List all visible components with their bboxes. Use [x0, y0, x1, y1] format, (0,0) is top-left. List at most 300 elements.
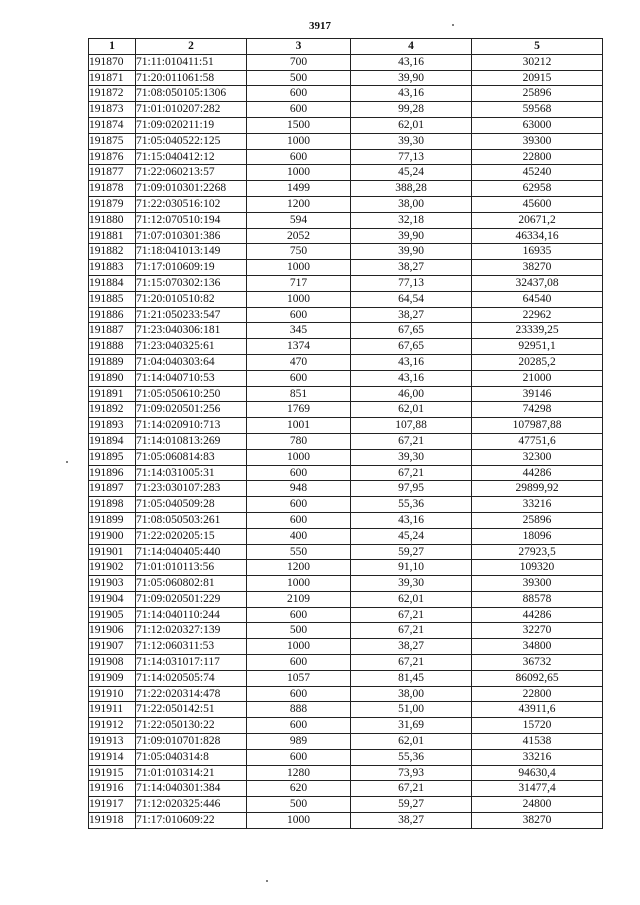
table-cell-col1: 191871 [89, 70, 136, 86]
column-header: 3 [247, 39, 351, 55]
table-cell-col3: 1769 [247, 402, 351, 418]
table-row [89, 749, 603, 765]
table-cell-col5: 20285,2 [472, 354, 603, 370]
table-cell-col2: 71:05:050610:250 [136, 386, 247, 402]
table-cell-col1: 191884 [89, 275, 136, 291]
table-row [89, 386, 603, 402]
table-cell-col2: 71:15:070302:136 [136, 275, 247, 291]
table-cell-col1: 191890 [89, 370, 136, 386]
table-cell-col2: 71:09:020501:256 [136, 402, 247, 418]
table-row [89, 465, 603, 481]
table-cell-col1: 191899 [89, 512, 136, 528]
table-row [89, 291, 603, 307]
column-header: 2 [136, 39, 247, 55]
table-cell-col3: 400 [247, 528, 351, 544]
table-cell-col5: 36732 [472, 655, 603, 671]
table-cell-col3: 1200 [247, 560, 351, 576]
table-cell-col3: 594 [247, 212, 351, 228]
table-cell-col3: 851 [247, 386, 351, 402]
table-row [89, 133, 603, 149]
table-cell-col5: 38270 [472, 813, 603, 829]
page-number: 3917 [309, 20, 331, 32]
table-cell-col4: 59,27 [351, 544, 472, 560]
table-cell-col5: 32270 [472, 623, 603, 639]
table-cell-col5: 32300 [472, 449, 603, 465]
table-row [89, 781, 603, 797]
scan-speck [452, 24, 454, 26]
table-cell-col4: 67,65 [351, 339, 472, 355]
table-cell-col4: 67,21 [351, 623, 472, 639]
table-cell-col5: 59568 [472, 102, 603, 118]
table-cell-col1: 191916 [89, 781, 136, 797]
table-cell-col2: 71:21:050233:547 [136, 307, 247, 323]
table-cell-col2: 71:17:010609:22 [136, 813, 247, 829]
table-cell-col4: 38,27 [351, 260, 472, 276]
table-cell-col3: 1057 [247, 670, 351, 686]
table-cell-col3: 345 [247, 323, 351, 339]
table-cell-col4: 38,27 [351, 639, 472, 655]
table-row [89, 718, 603, 734]
table-cell-col5: 25896 [472, 512, 603, 528]
table-cell-col3: 1001 [247, 418, 351, 434]
table-cell-col2: 71:14:040405:440 [136, 544, 247, 560]
table-cell-col2: 71:08:050503:261 [136, 512, 247, 528]
table-cell-col2: 71:12:070510:194 [136, 212, 247, 228]
table-cell-col1: 191889 [89, 354, 136, 370]
table-cell-col4: 32,18 [351, 212, 472, 228]
table-cell-col2: 71:23:040325:61 [136, 339, 247, 355]
table-cell-col3: 600 [247, 86, 351, 102]
table-row [89, 54, 603, 70]
table-cell-col1: 191886 [89, 307, 136, 323]
table-cell-col3: 1000 [247, 165, 351, 181]
table-cell-col2: 71:22:050130:22 [136, 718, 247, 734]
table-cell-col1: 191915 [89, 765, 136, 781]
scan-speck [66, 461, 68, 463]
table-cell-col5: 15720 [472, 718, 603, 734]
table-cell-col5: 74298 [472, 402, 603, 418]
table-cell-col5: 22800 [472, 149, 603, 165]
table-cell-col2: 71:05:040314:8 [136, 749, 247, 765]
table-cell-col5: 27923,5 [472, 544, 603, 560]
table-cell-col1: 191909 [89, 670, 136, 686]
table-cell-col1: 191917 [89, 797, 136, 813]
table-cell-col4: 67,21 [351, 433, 472, 449]
table-row [89, 813, 603, 829]
table-cell-col4: 43,16 [351, 86, 472, 102]
table-cell-col4: 62,01 [351, 591, 472, 607]
table-cell-col1: 191870 [89, 54, 136, 70]
table-cell-col4: 31,69 [351, 718, 472, 734]
table-cell-col3: 600 [247, 512, 351, 528]
table-cell-col4: 55,36 [351, 749, 472, 765]
table-cell-col2: 71:17:010609:19 [136, 260, 247, 276]
table-cell-col1: 191882 [89, 244, 136, 260]
table-cell-col3: 1374 [247, 339, 351, 355]
table-cell-col4: 62,01 [351, 117, 472, 133]
table-cell-col1: 191904 [89, 591, 136, 607]
table-cell-col4: 39,30 [351, 133, 472, 149]
table-cell-col2: 71:14:020910:713 [136, 418, 247, 434]
table-cell-col1: 191913 [89, 734, 136, 750]
table-cell-col1: 191901 [89, 544, 136, 560]
table-cell-col5: 29899,92 [472, 481, 603, 497]
table-cell-col1: 191906 [89, 623, 136, 639]
table-cell-col3: 600 [247, 607, 351, 623]
table-cell-col2: 71:18:041013:149 [136, 244, 247, 260]
table-cell-col1: 191877 [89, 165, 136, 181]
table-row [89, 165, 603, 181]
table-cell-col4: 39,90 [351, 228, 472, 244]
table-cell-col2: 71:05:060814:83 [136, 449, 247, 465]
table-cell-col3: 1280 [247, 765, 351, 781]
table-row [89, 686, 603, 702]
table-cell-col4: 97,95 [351, 481, 472, 497]
table-cell-col5: 20671,2 [472, 212, 603, 228]
table-cell-col1: 191887 [89, 323, 136, 339]
table-row [89, 402, 603, 418]
table-cell-col3: 1499 [247, 181, 351, 197]
table-cell-col3: 989 [247, 734, 351, 750]
table-cell-col3: 1000 [247, 291, 351, 307]
table-cell-col5: 39146 [472, 386, 603, 402]
table-cell-col4: 64,54 [351, 291, 472, 307]
table-cell-col4: 38,27 [351, 307, 472, 323]
table-cell-col1: 191907 [89, 639, 136, 655]
table-cell-col5: 39300 [472, 133, 603, 149]
table-cell-col1: 191875 [89, 133, 136, 149]
table-row [89, 260, 603, 276]
table-cell-col4: 77,13 [351, 149, 472, 165]
table-cell-col3: 888 [247, 702, 351, 718]
table-cell-col1: 191876 [89, 149, 136, 165]
table-cell-col3: 600 [247, 686, 351, 702]
table-cell-col4: 39,30 [351, 449, 472, 465]
table-cell-col3: 2109 [247, 591, 351, 607]
table-cell-col1: 191914 [89, 749, 136, 765]
table-cell-col3: 600 [247, 497, 351, 513]
table-cell-col5: 38270 [472, 260, 603, 276]
table-row [89, 307, 603, 323]
table-cell-col1: 191897 [89, 481, 136, 497]
table-cell-col1: 191892 [89, 402, 136, 418]
header-row [89, 39, 603, 55]
table-row [89, 339, 603, 355]
table-cell-col2: 71:01:010207:282 [136, 102, 247, 118]
table-cell-col4: 45,24 [351, 528, 472, 544]
table-cell-col1: 191896 [89, 465, 136, 481]
table-cell-col3: 500 [247, 797, 351, 813]
table-row [89, 560, 603, 576]
table-cell-col4: 62,01 [351, 734, 472, 750]
table-cell-col4: 81,45 [351, 670, 472, 686]
table-cell-col1: 191873 [89, 102, 136, 118]
table-cell-col3: 600 [247, 465, 351, 481]
table-cell-col2: 71:20:011061:58 [136, 70, 247, 86]
table-cell-col2: 71:12:020327:139 [136, 623, 247, 639]
table-row [89, 102, 603, 118]
table-cell-col3: 717 [247, 275, 351, 291]
table-cell-col1: 191883 [89, 260, 136, 276]
table-cell-col3: 1000 [247, 260, 351, 276]
table-cell-col3: 1000 [247, 449, 351, 465]
column-header: 5 [472, 39, 603, 55]
table-cell-col3: 500 [247, 623, 351, 639]
table-row [89, 212, 603, 228]
table-row [89, 481, 603, 497]
table-cell-col2: 71:12:060311:53 [136, 639, 247, 655]
table-cell-col2: 71:22:030516:102 [136, 196, 247, 212]
table-cell-col1: 191888 [89, 339, 136, 355]
table-row [89, 418, 603, 434]
table-cell-col3: 470 [247, 354, 351, 370]
table-row [89, 797, 603, 813]
table-cell-col3: 750 [247, 244, 351, 260]
table-cell-col1: 191880 [89, 212, 136, 228]
table-cell-col4: 59,27 [351, 797, 472, 813]
table-cell-col1: 191874 [89, 117, 136, 133]
table-cell-col5: 31477,4 [472, 781, 603, 797]
table-cell-col5: 44286 [472, 465, 603, 481]
table-cell-col5: 107987,88 [472, 418, 603, 434]
table-cell-col5: 86092,65 [472, 670, 603, 686]
table-cell-col3: 550 [247, 544, 351, 560]
table-cell-col1: 191879 [89, 196, 136, 212]
table-cell-col2: 71:15:040412:12 [136, 149, 247, 165]
table-cell-col3: 1500 [247, 117, 351, 133]
table-cell-col1: 191894 [89, 433, 136, 449]
table-cell-col1: 191912 [89, 718, 136, 734]
table-cell-col3: 620 [247, 781, 351, 797]
table-cell-col3: 1200 [247, 196, 351, 212]
table-cell-col4: 51,00 [351, 702, 472, 718]
table-cell-col1: 191881 [89, 228, 136, 244]
table-row [89, 623, 603, 639]
table-cell-col2: 71:05:040522:125 [136, 133, 247, 149]
table-cell-col2: 71:04:040303:64 [136, 354, 247, 370]
table-cell-col3: 600 [247, 718, 351, 734]
table-cell-col1: 191910 [89, 686, 136, 702]
table-row [89, 244, 603, 260]
table-row [89, 449, 603, 465]
table-cell-col5: 46334,16 [472, 228, 603, 244]
table-cell-col5: 20915 [472, 70, 603, 86]
table-cell-col4: 43,16 [351, 354, 472, 370]
table-row [89, 639, 603, 655]
table-cell-col2: 71:14:040110:244 [136, 607, 247, 623]
table-row [89, 528, 603, 544]
table-cell-col3: 600 [247, 102, 351, 118]
table-row [89, 591, 603, 607]
column-header: 1 [89, 39, 136, 55]
table-cell-col5: 88578 [472, 591, 603, 607]
table-cell-col3: 600 [247, 655, 351, 671]
table-cell-col4: 43,16 [351, 512, 472, 528]
table-cell-col2: 71:22:050142:51 [136, 702, 247, 718]
table-row [89, 196, 603, 212]
table-cell-col3: 600 [247, 307, 351, 323]
table-cell-col3: 1000 [247, 133, 351, 149]
table-cell-col5: 45240 [472, 165, 603, 181]
table-cell-col4: 43,16 [351, 370, 472, 386]
table-cell-col1: 191911 [89, 702, 136, 718]
table-cell-col4: 99,28 [351, 102, 472, 118]
table-cell-col5: 22800 [472, 686, 603, 702]
table-cell-col5: 22962 [472, 307, 603, 323]
table-cell-col1: 191891 [89, 386, 136, 402]
register-table [88, 38, 603, 829]
table-cell-col5: 34800 [472, 639, 603, 655]
table-cell-col3: 948 [247, 481, 351, 497]
table-cell-col2: 71:09:020211:19 [136, 117, 247, 133]
table-cell-col2: 71:22:020205:15 [136, 528, 247, 544]
table-cell-col2: 71:11:010411:51 [136, 54, 247, 70]
table-cell-col4: 39,90 [351, 244, 472, 260]
table-cell-col2: 71:05:040509:28 [136, 497, 247, 513]
table-cell-col2: 71:23:030107:283 [136, 481, 247, 497]
table-row [89, 702, 603, 718]
table-cell-col4: 38,00 [351, 686, 472, 702]
table-row [89, 70, 603, 86]
table-cell-col2: 71:08:050105:1306 [136, 86, 247, 102]
table-cell-col4: 39,30 [351, 576, 472, 592]
table-row [89, 765, 603, 781]
scan-speck [266, 880, 268, 882]
table-row [89, 512, 603, 528]
table-row [89, 323, 603, 339]
table-cell-col3: 600 [247, 149, 351, 165]
table-cell-col4: 62,01 [351, 402, 472, 418]
table-cell-col4: 67,65 [351, 323, 472, 339]
table-row [89, 544, 603, 560]
table-cell-col1: 191908 [89, 655, 136, 671]
table-cell-col4: 77,13 [351, 275, 472, 291]
table-row [89, 370, 603, 386]
table-cell-col1: 191905 [89, 607, 136, 623]
table-cell-col1: 191885 [89, 291, 136, 307]
table-cell-col4: 67,21 [351, 465, 472, 481]
table-cell-col1: 191893 [89, 418, 136, 434]
table-cell-col2: 71:22:060213:57 [136, 165, 247, 181]
table-cell-col2: 71:23:040306:181 [136, 323, 247, 339]
table-row [89, 228, 603, 244]
column-header: 4 [351, 39, 472, 55]
table-cell-col1: 191903 [89, 576, 136, 592]
table-cell-col2: 71:14:040710:53 [136, 370, 247, 386]
table-cell-col1: 191872 [89, 86, 136, 102]
table-cell-col5: 92951,1 [472, 339, 603, 355]
table-cell-col5: 33216 [472, 497, 603, 513]
table-row [89, 275, 603, 291]
table-cell-col4: 388,28 [351, 181, 472, 197]
table-row [89, 576, 603, 592]
table-cell-col3: 1000 [247, 639, 351, 655]
table-cell-col5: 45600 [472, 196, 603, 212]
table-cell-col4: 45,24 [351, 165, 472, 181]
table-cell-col2: 71:14:031005:31 [136, 465, 247, 481]
table-row [89, 655, 603, 671]
table-cell-col4: 73,93 [351, 765, 472, 781]
table-cell-col2: 71:09:020501:229 [136, 591, 247, 607]
table-row [89, 354, 603, 370]
table-row [89, 117, 603, 133]
table-cell-col1: 191900 [89, 528, 136, 544]
table-row [89, 433, 603, 449]
table-cell-col3: 600 [247, 749, 351, 765]
table-cell-col2: 71:22:020314:478 [136, 686, 247, 702]
table-cell-col4: 91,10 [351, 560, 472, 576]
table-cell-col4: 39,90 [351, 70, 472, 86]
table-cell-col5: 24800 [472, 797, 603, 813]
table-cell-col4: 46,00 [351, 386, 472, 402]
table-cell-col5: 47751,6 [472, 433, 603, 449]
table-cell-col5: 21000 [472, 370, 603, 386]
table-row [89, 670, 603, 686]
table-cell-col4: 67,21 [351, 655, 472, 671]
table-cell-col2: 71:12:020325:446 [136, 797, 247, 813]
table-row [89, 181, 603, 197]
table-cell-col4: 107,88 [351, 418, 472, 434]
table-cell-col2: 71:14:010813:269 [136, 433, 247, 449]
table-cell-col2: 71:07:010301:386 [136, 228, 247, 244]
table-cell-col4: 55,36 [351, 497, 472, 513]
table-cell-col1: 191898 [89, 497, 136, 513]
table-row [89, 497, 603, 513]
table-cell-col3: 1000 [247, 576, 351, 592]
table-cell-col1: 191918 [89, 813, 136, 829]
table-cell-col2: 71:14:020505:74 [136, 670, 247, 686]
table-cell-col3: 1000 [247, 813, 351, 829]
table-cell-col5: 44286 [472, 607, 603, 623]
table-cell-col3: 700 [247, 54, 351, 70]
table-cell-col5: 16935 [472, 244, 603, 260]
table-cell-col5: 25896 [472, 86, 603, 102]
table-cell-col5: 30212 [472, 54, 603, 70]
table-cell-col3: 2052 [247, 228, 351, 244]
table-cell-col4: 67,21 [351, 781, 472, 797]
table-cell-col5: 43911,6 [472, 702, 603, 718]
table-row [89, 86, 603, 102]
table-cell-col4: 38,00 [351, 196, 472, 212]
table-cell-col2: 71:01:010113:56 [136, 560, 247, 576]
table-row [89, 734, 603, 750]
table-cell-col2: 71:09:010301:2268 [136, 181, 247, 197]
table-cell-col5: 33216 [472, 749, 603, 765]
table-cell-col5: 39300 [472, 576, 603, 592]
table-cell-col5: 63000 [472, 117, 603, 133]
table-cell-col2: 71:14:040301:384 [136, 781, 247, 797]
table-cell-col5: 64540 [472, 291, 603, 307]
table-cell-col5: 62958 [472, 181, 603, 197]
table-cell-col5: 32437,08 [472, 275, 603, 291]
table-cell-col2: 71:09:010701:828 [136, 734, 247, 750]
table-cell-col5: 23339,25 [472, 323, 603, 339]
table-cell-col3: 500 [247, 70, 351, 86]
table-cell-col1: 191895 [89, 449, 136, 465]
table-cell-col2: 71:20:010510:82 [136, 291, 247, 307]
table-row [89, 607, 603, 623]
table-cell-col1: 191902 [89, 560, 136, 576]
table-cell-col2: 71:14:031017:117 [136, 655, 247, 671]
table-cell-col5: 94630,4 [472, 765, 603, 781]
table-cell-col3: 780 [247, 433, 351, 449]
table-cell-col4: 43,16 [351, 54, 472, 70]
table-cell-col5: 109320 [472, 560, 603, 576]
table-cell-col2: 71:01:010314:21 [136, 765, 247, 781]
table-cell-col5: 18096 [472, 528, 603, 544]
table-cell-col4: 38,27 [351, 813, 472, 829]
table-cell-col2: 71:05:060802:81 [136, 576, 247, 592]
